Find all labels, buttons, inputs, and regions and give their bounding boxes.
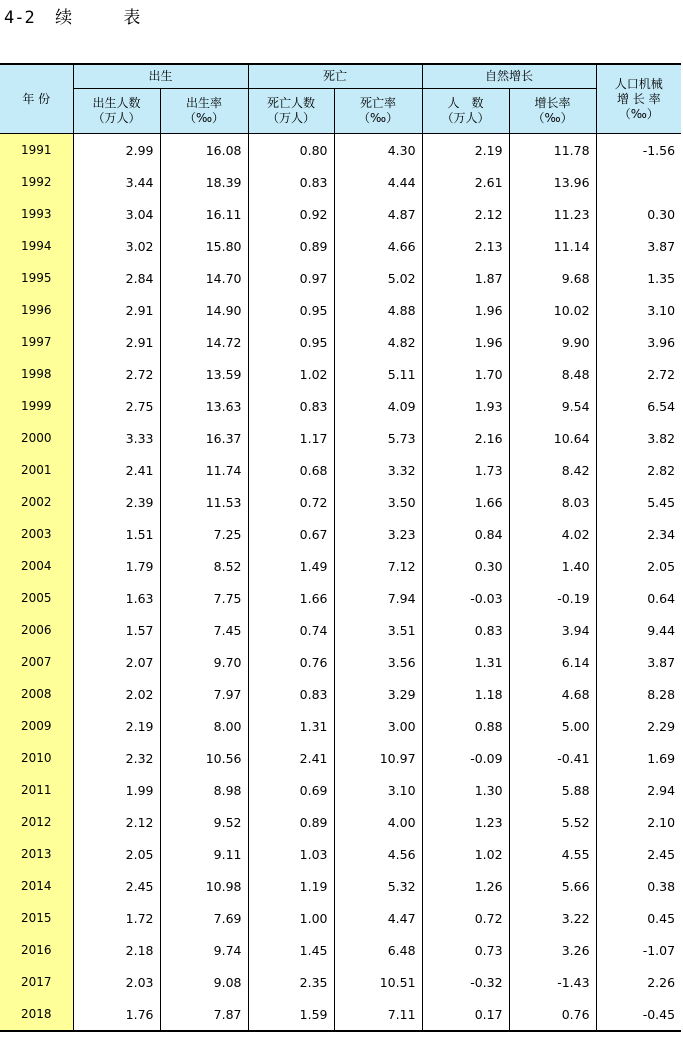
death-rate-cell: 3.29 xyxy=(334,678,422,710)
death-count-cell: 1.66 xyxy=(248,582,334,614)
birth-rate-cell: 7.87 xyxy=(160,998,248,1031)
year-cell: 1995 xyxy=(0,262,73,294)
header-line: 人口机械 xyxy=(614,76,663,91)
birth-count-cell: 1.57 xyxy=(73,614,160,646)
year-cell: 2000 xyxy=(0,422,73,454)
death-rate-cell: 4.82 xyxy=(334,326,422,358)
death-count-cell: 1.19 xyxy=(248,870,334,902)
birth-rate-cell: 9.11 xyxy=(160,838,248,870)
mechanical-rate-cell: 2.26 xyxy=(647,974,676,990)
natural-rate-cell: 1.40 xyxy=(509,550,596,582)
mechanical-rate-cell: 0.30 xyxy=(647,206,676,222)
year-cell: 2017 xyxy=(0,966,73,998)
table-row xyxy=(0,774,681,806)
year-cell: 1992 xyxy=(0,166,73,198)
mechanical-rate-cell: 9.44 xyxy=(647,622,676,638)
year-cell: 2008 xyxy=(0,678,73,710)
year-cell: 2010 xyxy=(0,742,73,774)
natural-count-cell: 1.26 xyxy=(422,870,509,902)
natural-count-cell: 1.31 xyxy=(422,646,509,678)
natural-count-cell: 0.88 xyxy=(422,710,509,742)
year-cell: 2001 xyxy=(0,454,73,486)
natural-count-cell: 1.96 xyxy=(422,294,509,326)
table-row xyxy=(0,550,681,582)
natural-count-cell: 1.02 xyxy=(422,838,509,870)
death-rate-cell: 6.48 xyxy=(334,934,422,966)
death-count-cell: 0.68 xyxy=(248,454,334,486)
header-mechanical-rate xyxy=(596,64,681,134)
natural-rate-cell: 5.88 xyxy=(509,774,596,806)
mechanical-rate-cell: -1.56 xyxy=(642,142,676,158)
table-row xyxy=(0,838,681,870)
birth-count-cell: 2.02 xyxy=(73,678,160,710)
death-count-cell: 2.41 xyxy=(248,742,334,774)
mechanical-rate-cell: 3.87 xyxy=(647,238,676,254)
page-title: 4-2 续 表 xyxy=(4,8,141,28)
birth-rate-cell: 10.56 xyxy=(160,742,248,774)
header-death-group: 死亡 xyxy=(248,64,422,89)
table-row xyxy=(0,934,681,966)
mechanical-rate-cell: 2.94 xyxy=(647,782,676,798)
table-row xyxy=(0,358,681,390)
natural-rate-cell: 8.42 xyxy=(509,454,596,486)
mechanical-rate-cell: 3.96 xyxy=(647,334,676,350)
mechanical-rate-cell: 1.69 xyxy=(647,750,676,766)
natural-rate-cell: -1.43 xyxy=(509,966,596,998)
natural-rate-cell: -0.19 xyxy=(509,582,596,614)
table-row xyxy=(0,294,681,326)
birth-count-cell: 2.18 xyxy=(73,934,160,966)
mechanical-rate-cell: 2.72 xyxy=(647,366,676,382)
header-line: 死亡人数 xyxy=(267,96,316,110)
death-rate-cell: 3.32 xyxy=(334,454,422,486)
year-cell: 2018 xyxy=(0,998,73,1031)
header-line: 出生人数 xyxy=(92,96,141,110)
death-rate-cell: 4.88 xyxy=(334,294,422,326)
birth-count-cell: 3.02 xyxy=(73,230,160,262)
natural-count-cell: 1.23 xyxy=(422,806,509,838)
death-rate-cell: 3.50 xyxy=(334,486,422,518)
table-row xyxy=(0,742,681,774)
table-row xyxy=(0,902,681,934)
birth-rate-cell: 14.70 xyxy=(160,262,248,294)
death-rate-cell: 4.87 xyxy=(334,198,422,230)
birth-count-cell: 1.99 xyxy=(73,774,160,806)
birth-count-cell: 3.04 xyxy=(73,198,160,230)
natural-rate-cell: 10.02 xyxy=(509,294,596,326)
birth-count-cell: 2.91 xyxy=(73,326,160,358)
birth-count-cell: 2.91 xyxy=(73,294,160,326)
natural-rate-cell: 5.66 xyxy=(509,870,596,902)
header-natural-rate xyxy=(509,89,596,134)
table-row xyxy=(0,806,681,838)
mechanical-rate-cell: 6.54 xyxy=(647,398,676,414)
birth-count-cell: 1.51 xyxy=(73,518,160,550)
birth-rate-cell: 14.72 xyxy=(160,326,248,358)
death-rate-cell: 3.23 xyxy=(334,518,422,550)
natural-rate-cell: 0.76 xyxy=(509,998,596,1031)
death-count-cell: 0.97 xyxy=(248,262,334,294)
year-cell: 1997 xyxy=(0,326,73,358)
death-count-cell: 1.03 xyxy=(248,838,334,870)
death-count-cell: 1.00 xyxy=(248,902,334,934)
birth-count-cell: 2.12 xyxy=(73,806,160,838)
birth-count-cell: 2.39 xyxy=(73,486,160,518)
header-line: （万人） xyxy=(92,111,141,125)
natural-rate-cell: 9.90 xyxy=(509,326,596,358)
death-rate-cell: 4.66 xyxy=(334,230,422,262)
year-cell: 2002 xyxy=(0,486,73,518)
header-line: （万人） xyxy=(441,111,490,125)
natural-count-cell: -0.09 xyxy=(422,742,509,774)
death-rate-cell: 4.30 xyxy=(334,134,422,167)
birth-rate-cell: 9.52 xyxy=(160,806,248,838)
year-cell: 1996 xyxy=(0,294,73,326)
birth-count-cell: 3.44 xyxy=(73,166,160,198)
year-cell: 2007 xyxy=(0,646,73,678)
death-count-cell: 0.80 xyxy=(248,134,334,167)
table-body xyxy=(0,134,681,1032)
table-row xyxy=(0,870,681,902)
death-count-cell: 0.67 xyxy=(248,518,334,550)
birth-rate-cell: 13.59 xyxy=(160,358,248,390)
birth-rate-cell: 18.39 xyxy=(160,166,248,198)
header-death-count xyxy=(248,89,334,134)
natural-count-cell: 0.17 xyxy=(422,998,509,1031)
death-count-cell: 0.83 xyxy=(248,678,334,710)
mechanical-rate-cell: 2.45 xyxy=(647,846,676,862)
mechanical-rate-cell: 3.87 xyxy=(647,654,676,670)
year-cell: 2013 xyxy=(0,838,73,870)
mechanical-rate-cell: 3.10 xyxy=(647,302,676,318)
birth-count-cell: 2.07 xyxy=(73,646,160,678)
death-count-cell: 1.45 xyxy=(248,934,334,966)
birth-count-cell: 1.76 xyxy=(73,998,160,1031)
natural-count-cell: 1.30 xyxy=(422,774,509,806)
natural-count-cell: 0.72 xyxy=(422,902,509,934)
death-count-cell: 0.92 xyxy=(248,198,334,230)
birth-rate-cell: 9.70 xyxy=(160,646,248,678)
birth-rate-cell: 13.63 xyxy=(160,390,248,422)
table-row xyxy=(0,198,681,230)
birth-count-cell: 2.75 xyxy=(73,390,160,422)
death-count-cell: 1.59 xyxy=(248,998,334,1031)
natural-count-cell: 1.96 xyxy=(422,326,509,358)
birth-count-cell: 3.33 xyxy=(73,422,160,454)
death-count-cell: 0.76 xyxy=(248,646,334,678)
natural-rate-cell: 3.22 xyxy=(509,902,596,934)
mechanical-rate-cell: 8.28 xyxy=(647,686,676,702)
mechanical-rate-cell: -0.45 xyxy=(596,998,681,1031)
birth-rate-cell: 9.08 xyxy=(160,966,248,998)
mechanical-rate-cell: 3.82 xyxy=(647,430,676,446)
death-count-cell: 0.89 xyxy=(248,230,334,262)
table-row xyxy=(0,998,681,1031)
mechanical-rate-cell: 0.64 xyxy=(647,590,676,606)
header-line: 增长率 xyxy=(534,96,571,110)
natural-count-cell: 0.73 xyxy=(422,934,509,966)
birth-rate-cell: 16.37 xyxy=(160,422,248,454)
birth-rate-cell: 11.74 xyxy=(160,454,248,486)
death-count-cell: 0.72 xyxy=(248,486,334,518)
death-count-cell: 0.74 xyxy=(248,614,334,646)
death-rate-cell: 5.11 xyxy=(334,358,422,390)
birth-rate-cell: 16.11 xyxy=(160,198,248,230)
death-count-cell: 1.49 xyxy=(248,550,334,582)
mechanical-rate-cell: 2.34 xyxy=(647,526,676,542)
birth-count-cell: 2.32 xyxy=(73,742,160,774)
death-count-cell: 2.35 xyxy=(248,966,334,998)
natural-rate-cell: 10.64 xyxy=(509,422,596,454)
mechanical-rate-cell: 2.10 xyxy=(647,814,676,830)
natural-rate-cell: 4.02 xyxy=(509,518,596,550)
year-cell: 2016 xyxy=(0,934,73,966)
death-rate-cell: 3.00 xyxy=(334,710,422,742)
header-line: （‰） xyxy=(532,111,573,125)
death-rate-cell: 3.10 xyxy=(334,774,422,806)
natural-rate-cell: 9.54 xyxy=(509,390,596,422)
header-line: 死亡率 xyxy=(360,96,397,110)
natural-rate-cell: 3.26 xyxy=(509,934,596,966)
birth-rate-cell: 14.90 xyxy=(160,294,248,326)
natural-count-cell: 1.87 xyxy=(422,262,509,294)
table-row xyxy=(0,582,681,614)
birth-count-cell: 2.03 xyxy=(73,966,160,998)
death-rate-cell: 4.47 xyxy=(334,902,422,934)
birth-rate-cell: 10.98 xyxy=(160,870,248,902)
table-row xyxy=(0,230,681,262)
birth-rate-cell: 9.74 xyxy=(160,934,248,966)
death-count-cell: 0.95 xyxy=(248,326,334,358)
natural-count-cell: 2.12 xyxy=(422,198,509,230)
natural-count-cell: 1.73 xyxy=(422,454,509,486)
birth-count-cell: 2.99 xyxy=(73,134,160,167)
natural-rate-cell: 13.96 xyxy=(509,166,596,198)
table-row xyxy=(0,710,681,742)
mechanical-rate-cell: 2.82 xyxy=(647,462,676,478)
natural-rate-cell: 8.03 xyxy=(509,486,596,518)
natural-rate-cell: 11.78 xyxy=(509,134,596,167)
death-rate-cell: 5.02 xyxy=(334,262,422,294)
birth-rate-cell: 11.53 xyxy=(160,486,248,518)
year-cell: 1998 xyxy=(0,358,73,390)
birth-rate-cell: 16.08 xyxy=(160,134,248,167)
mechanical-rate-cell: 0.38 xyxy=(647,878,676,894)
header-birth-count xyxy=(73,89,160,134)
header-line: （‰） xyxy=(618,106,659,121)
header-line: （‰） xyxy=(357,111,399,125)
header-line: 人 数 xyxy=(447,96,484,110)
natural-count-cell: -0.32 xyxy=(422,966,509,998)
birth-rate-cell: 15.80 xyxy=(160,230,248,262)
death-rate-cell: 10.97 xyxy=(334,742,422,774)
natural-rate-cell: 9.68 xyxy=(509,262,596,294)
birth-count-cell: 2.41 xyxy=(73,454,160,486)
natural-rate-cell: 3.94 xyxy=(509,614,596,646)
death-rate-cell: 4.00 xyxy=(334,806,422,838)
natural-rate-cell: 8.48 xyxy=(509,358,596,390)
birth-count-cell: 1.72 xyxy=(73,902,160,934)
death-rate-cell: 7.94 xyxy=(334,582,422,614)
year-cell: 2005 xyxy=(0,582,73,614)
birth-count-cell: 2.84 xyxy=(73,262,160,294)
birth-count-cell: 2.05 xyxy=(73,838,160,870)
death-rate-cell: 10.51 xyxy=(334,966,422,998)
birth-count-cell: 1.79 xyxy=(73,550,160,582)
table-row xyxy=(0,134,681,167)
table-row xyxy=(0,326,681,358)
death-count-cell: 0.89 xyxy=(248,806,334,838)
death-rate-cell: 4.44 xyxy=(334,166,422,198)
year-cell: 2014 xyxy=(0,870,73,902)
birth-count-cell: 2.72 xyxy=(73,358,160,390)
natural-rate-cell: 11.23 xyxy=(509,198,596,230)
year-cell: 1991 xyxy=(0,134,73,167)
table-row xyxy=(0,422,681,454)
natural-rate-cell: 6.14 xyxy=(509,646,596,678)
header-death-rate xyxy=(334,89,422,134)
table-row xyxy=(0,262,681,294)
natural-count-cell: -0.03 xyxy=(422,582,509,614)
mechanical-rate-cell: 0.45 xyxy=(647,910,676,926)
table-row xyxy=(0,166,681,198)
year-cell: 2003 xyxy=(0,518,73,550)
birth-rate-cell: 7.25 xyxy=(160,518,248,550)
header-natural-group: 自然增长 xyxy=(422,64,596,89)
birth-rate-cell: 7.97 xyxy=(160,678,248,710)
year-cell: 2009 xyxy=(0,710,73,742)
death-rate-cell: 3.51 xyxy=(334,614,422,646)
table-row xyxy=(0,454,681,486)
natural-rate-cell: 5.52 xyxy=(509,806,596,838)
mechanical-rate-cell: -1.07 xyxy=(642,942,676,958)
mechanical-rate-cell: 2.05 xyxy=(647,558,676,574)
mechanical-rate-cell xyxy=(596,166,681,198)
natural-rate-cell: 4.55 xyxy=(509,838,596,870)
table-row xyxy=(0,646,681,678)
death-count-cell: 0.95 xyxy=(248,294,334,326)
natural-count-cell: 1.66 xyxy=(422,486,509,518)
mechanical-rate-cell: 2.29 xyxy=(647,718,676,734)
header-line: 出生率 xyxy=(186,96,223,110)
header-line: （万人） xyxy=(267,111,316,125)
natural-count-cell: 2.16 xyxy=(422,422,509,454)
death-count-cell: 0.83 xyxy=(248,390,334,422)
natural-rate-cell: 4.68 xyxy=(509,678,596,710)
natural-count-cell: 2.19 xyxy=(422,134,509,167)
year-cell: 1993 xyxy=(0,198,73,230)
natural-rate-cell: -0.41 xyxy=(509,742,596,774)
natural-count-cell: 0.83 xyxy=(422,614,509,646)
table-row xyxy=(0,966,681,998)
death-rate-cell: 7.12 xyxy=(334,550,422,582)
birth-rate-cell: 8.52 xyxy=(160,550,248,582)
death-count-cell: 1.31 xyxy=(248,710,334,742)
death-rate-cell: 7.11 xyxy=(334,998,422,1031)
natural-count-cell: 2.61 xyxy=(422,166,509,198)
year-cell: 1999 xyxy=(0,390,73,422)
natural-rate-cell: 5.00 xyxy=(509,710,596,742)
header-line: （‰） xyxy=(183,111,225,125)
table-row xyxy=(0,614,681,646)
header-line: 增 长 率 xyxy=(616,91,661,106)
year-cell: 2012 xyxy=(0,806,73,838)
birth-rate-cell: 7.75 xyxy=(160,582,248,614)
year-cell: 2006 xyxy=(0,614,73,646)
table-row xyxy=(0,390,681,422)
birth-count-cell: 1.63 xyxy=(73,582,160,614)
year-cell: 2015 xyxy=(0,902,73,934)
birth-rate-cell: 7.45 xyxy=(160,614,248,646)
birth-rate-cell: 7.69 xyxy=(160,902,248,934)
natural-count-cell: 0.30 xyxy=(422,550,509,582)
header-year: 年 份 xyxy=(0,64,73,134)
birth-count-cell: 2.19 xyxy=(73,710,160,742)
natural-rate-cell: 11.14 xyxy=(509,230,596,262)
natural-count-cell: 2.13 xyxy=(422,230,509,262)
death-rate-cell: 3.56 xyxy=(334,646,422,678)
year-cell: 2011 xyxy=(0,774,73,806)
natural-count-cell: 1.93 xyxy=(422,390,509,422)
natural-count-cell: 0.84 xyxy=(422,518,509,550)
natural-count-cell: 1.18 xyxy=(422,678,509,710)
table-row xyxy=(0,486,681,518)
year-cell: 1994 xyxy=(0,230,73,262)
mechanical-rate-cell: 1.35 xyxy=(647,270,676,286)
table-row xyxy=(0,518,681,550)
table-header xyxy=(0,64,681,134)
birth-count-cell: 2.45 xyxy=(73,870,160,902)
death-count-cell: 1.02 xyxy=(248,358,334,390)
death-count-cell: 0.69 xyxy=(248,774,334,806)
header-birth-rate xyxy=(160,89,248,134)
death-rate-cell: 5.32 xyxy=(334,870,422,902)
birth-rate-cell: 8.98 xyxy=(160,774,248,806)
death-rate-cell: 4.56 xyxy=(334,838,422,870)
death-count-cell: 0.83 xyxy=(248,166,334,198)
birth-rate-cell: 8.00 xyxy=(160,710,248,742)
death-rate-cell: 5.73 xyxy=(334,422,422,454)
header-natural-count xyxy=(422,89,509,134)
year-cell: 2004 xyxy=(0,550,73,582)
population-table xyxy=(0,63,681,1032)
table-row xyxy=(0,678,681,710)
mechanical-rate-cell: 5.45 xyxy=(647,494,676,510)
natural-count-cell: 1.70 xyxy=(422,358,509,390)
death-count-cell: 1.17 xyxy=(248,422,334,454)
header-birth-group: 出生 xyxy=(73,64,248,89)
death-rate-cell: 4.09 xyxy=(334,390,422,422)
